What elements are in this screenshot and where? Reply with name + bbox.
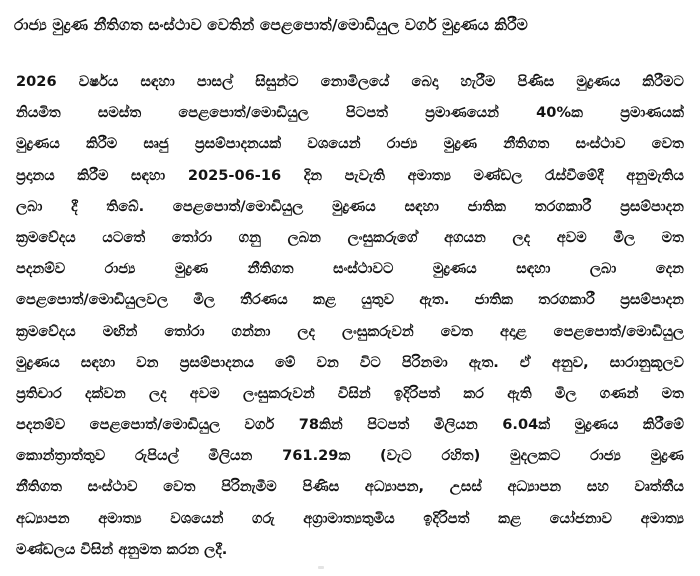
scan-speck <box>318 566 324 569</box>
paragraph-line: මණ්ඩලය විසින් අනුමත කරන ලදී. <box>16 540 228 558</box>
paragraph-line: අධ්‍යාපන අමාත්‍ය වශයෙන් ගරු අග්‍රාමාත්‍යතුමිය ඉදිරිපත් කළ යෝජනාව අමාත්‍ය <box>16 509 684 527</box>
paragraph-line: පෙළපොත්/මොඩියුලවල මිල තීරණය කළ යුතුව ඇත. ජාතික තරගකාරී ප්‍රසම්පාදන <box>16 291 684 309</box>
paragraph-line: පදනම්ව පෙළපොත්/මොඩියුල වර්ග 78කින් පිටපත් මිලියන 6.04ක් මුද්‍රණය කිරීමේ <box>16 416 684 434</box>
paragraph-line: ප්‍රතිචාර දක්වන ලද අවම ලංසුකරුවන් විසින් ඉදිරිපත් කර ඇති මිල ගණන් මත <box>16 384 684 402</box>
paragraph-line: 2026 වර්ෂය සඳහා පාසල් සිසුන්ට නොමිලයේ බෙදා හැරීම පිණිස මුද්‍රණය කිරීමට <box>16 73 684 90</box>
body-paragraph <box>16 66 684 565</box>
paragraph-line: ක්‍රමවේදය මඟින් තෝරා ගන්නා ලද ලංසුකරුවන් වෙත අදාළ පෙළපොත්/මොඩියුල <box>16 322 684 340</box>
paragraph-line: පදනම්ව රාජ්‍ය මුද්‍රණ නීතිගත සංස්ථාවට මුද්‍රණය සඳහා ලබා දෙන <box>16 260 684 278</box>
paragraph-line: නීතිගත සංස්ථාව වෙත පිරිනැමීම පිණිස අධ්‍යාපන, උසස් අධ්‍යාපන සහ වෘත්තීය <box>16 478 684 496</box>
paragraph-line: ලබා දී තිබේ. පෙළපොත්/මොඩියුල මුද්‍රණය සඳහා ජාතික තරගකාරී ප්‍රසම්පාදන <box>16 197 684 215</box>
paragraph-line: කොන්ත්‍රාත්තුව රුපියල් මිලියන 761.29ක (වැට රහිත) මුදලකට රාජ්‍ය මුද්‍රණ <box>16 447 684 465</box>
paragraph-line: ප්‍රදානය කිරීම සඳහා 2025-06-16 දින පැවැති අමාත්‍ය මණ්ඩල රැස්වීමේදී අනුමැතිය <box>16 166 684 184</box>
paragraph-line: මුද්‍රණය කිරීම සෘජු ප්‍රසම්පාදනයක් වශයෙන් රාජ්‍ය මුද්‍රණ නීතිගත සංස්ථාව වෙත <box>16 135 684 153</box>
paragraph-line: ක්‍රමවේදය යටතේ තෝරා ගනු ලබන ලංසුකරුගේ අගයන ලද අවම මිල මත <box>16 228 684 246</box>
paragraph-line: නියමිත සමස්ත පෙළපොත්/මොඩියුල පිටපත් ප්‍රමාණයෙන් 40%ක ප්‍රමාණයක් <box>16 104 684 122</box>
document-title: රාජ්‍ය මුද්‍රණ නීතිගත සංස්ථාව වෙතින් පෙළපොත්/මොඩියුල වර්ග මුද්‍රණය කිරීම <box>14 16 528 34</box>
paragraph-line: මුද්‍රණය සඳහා වන ප්‍රසම්පාදනය මේ වන විට පිරිනමා ඇත. ඒ අනුව, සාරානුකූලව <box>16 353 684 371</box>
